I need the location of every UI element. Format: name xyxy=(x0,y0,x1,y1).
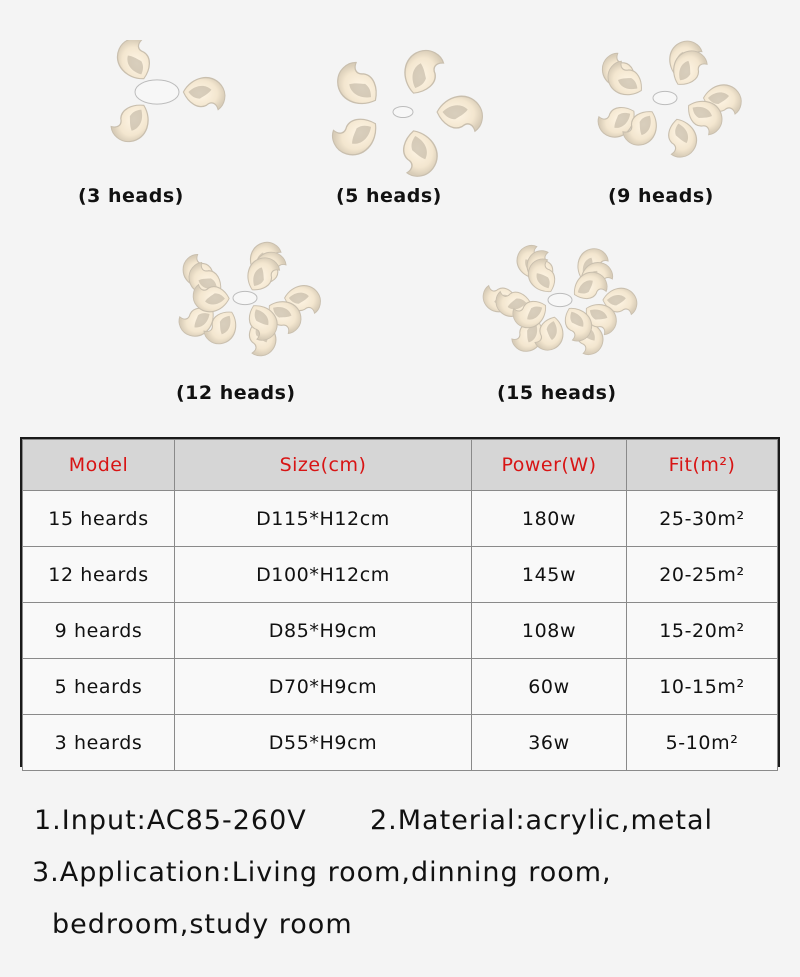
lamp-petal xyxy=(183,78,225,110)
table-row xyxy=(23,715,778,771)
note-application: 3.Application:Living room,dinning room, xyxy=(32,857,612,888)
ceiling-disc xyxy=(548,293,572,306)
cell-power: 108w xyxy=(472,603,627,659)
note-material: 2.Material:acrylic,metal xyxy=(370,805,713,836)
ceiling-disc xyxy=(135,80,179,104)
flower-lamp-icon xyxy=(283,30,523,190)
cell-fit: 10-15m² xyxy=(627,659,778,715)
cell-size: D55*H9cm xyxy=(175,715,472,771)
cell-power: 180w xyxy=(472,491,627,547)
cell-power: 145w xyxy=(472,547,627,603)
ceiling-disc xyxy=(393,107,413,118)
note-application-continued: bedroom,study room xyxy=(52,909,353,940)
caption-12-heads: (12 heads) xyxy=(176,382,296,404)
header-size: Size(cm) xyxy=(175,440,472,491)
lamp-petal xyxy=(330,58,387,113)
cell-size: D70*H9cm xyxy=(175,659,472,715)
cell-power: 60w xyxy=(472,659,627,715)
flower-lamp-icon xyxy=(95,40,265,180)
table-header-row xyxy=(23,440,778,491)
cell-model: 12 heards xyxy=(23,547,175,603)
caption-3-heads: (3 heads) xyxy=(78,185,184,207)
cell-model: 3 heards xyxy=(23,715,175,771)
cell-fit: 25-30m² xyxy=(627,491,778,547)
cell-model: 5 heards xyxy=(23,659,175,715)
lamp-5-heads-image xyxy=(283,30,523,190)
lamp-petal xyxy=(108,97,157,149)
ceiling-disc xyxy=(653,91,677,104)
lamp-petal xyxy=(111,40,160,86)
cell-size: D115*H12cm xyxy=(175,491,472,547)
flower-lamp-icon xyxy=(545,30,785,160)
caption-9-heads: (9 heads) xyxy=(608,185,714,207)
cell-model: 9 heards xyxy=(23,603,175,659)
header-fit: Fit(m²) xyxy=(627,440,778,491)
table-row xyxy=(23,491,778,547)
table-row xyxy=(23,547,778,603)
note-input: 1.Input:AC85-260V xyxy=(34,805,307,836)
ceiling-disc xyxy=(233,291,257,304)
spec-table xyxy=(20,437,780,767)
lamp-12-heads-image xyxy=(130,230,360,360)
flower-lamp-icon xyxy=(440,230,680,365)
table-row xyxy=(23,659,778,715)
caption-15-heads: (15 heads) xyxy=(497,382,617,404)
lamp-petal xyxy=(437,96,482,131)
cell-size: D85*H9cm xyxy=(175,603,472,659)
lamp-3-heads-image xyxy=(95,40,265,180)
lamp-petal xyxy=(399,45,446,99)
header-model: Model xyxy=(23,440,175,491)
caption-5-heads: (5 heads) xyxy=(336,185,442,207)
lamp-9-heads-image xyxy=(545,30,785,160)
lamp-petal xyxy=(327,108,384,163)
cell-power: 36w xyxy=(472,715,627,771)
cell-fit: 15-20m² xyxy=(627,603,778,659)
cell-fit: 20-25m² xyxy=(627,547,778,603)
header-power: Power(W) xyxy=(472,440,627,491)
flower-lamp-icon xyxy=(130,230,360,360)
cell-size: D100*H12cm xyxy=(175,547,472,603)
lamp-15-heads-image xyxy=(440,230,680,365)
cell-fit: 5-10m² xyxy=(627,715,778,771)
cell-model: 15 heards xyxy=(23,491,175,547)
table-row xyxy=(23,603,778,659)
lamp-petal xyxy=(395,126,442,180)
